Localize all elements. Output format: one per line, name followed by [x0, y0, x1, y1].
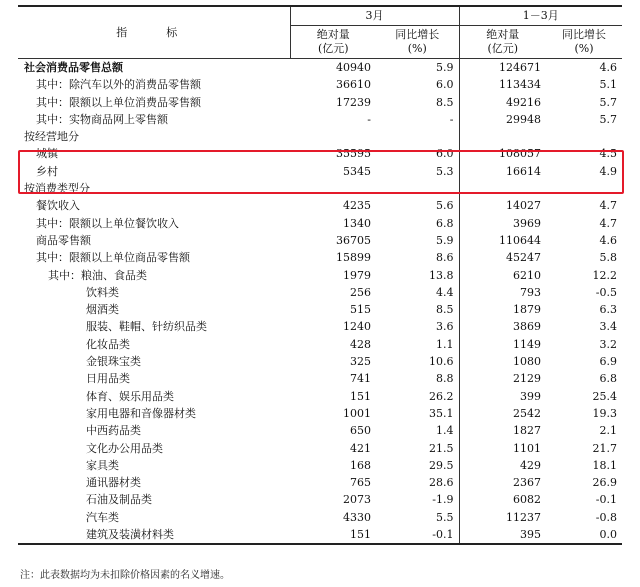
q1-group-header: 1－3月	[459, 6, 622, 26]
q1-absolute-cell	[459, 180, 546, 197]
row-label: 其中：粮油、食品类	[48, 268, 147, 282]
march-absolute-cell: 40940	[336, 61, 371, 74]
q1-growth-cell: 2.1	[599, 424, 617, 438]
march-absolute-cell: 1979	[343, 268, 371, 282]
row-label: 其中：限额以上单位餐饮收入	[36, 216, 179, 230]
q1-growth-cell: 6.3	[599, 303, 617, 317]
table-header	[18, 6, 622, 59]
march-absolute-cell: 168	[350, 458, 371, 472]
q1-absolute-cell: 429	[459, 457, 546, 474]
table-row	[18, 145, 622, 162]
q1-growth-cell: 4.6	[599, 233, 617, 247]
q1-absolute-cell: 2129	[459, 370, 546, 387]
row-label: 其中：限额以上单位消费品零售额	[36, 95, 201, 109]
march-growth-cell: 5.9	[436, 233, 454, 247]
table-row	[18, 76, 622, 93]
table-row	[18, 94, 622, 111]
march-growth-cell: 28.6	[429, 476, 454, 490]
q1-growth-cell: 5.7	[599, 95, 617, 109]
table-row	[18, 422, 622, 439]
table-body	[18, 59, 622, 545]
row-label: 烟酒类	[86, 303, 119, 317]
march-absolute-cell: 765	[350, 476, 371, 490]
table-row	[18, 59, 622, 77]
table-row	[18, 301, 622, 318]
row-label: 城镇	[36, 147, 58, 161]
march-absolute-cell: 325	[350, 355, 371, 369]
row-label: 体育、娱乐用品类	[86, 389, 174, 403]
table-row	[18, 318, 622, 335]
q1-absolute-cell: 3869	[459, 318, 546, 335]
q1-absolute-cell: 49216	[459, 94, 546, 111]
retail-sales-table-container	[18, 5, 622, 545]
row-label: 化妆品类	[86, 337, 130, 351]
q1-absolute-cell: 2542	[459, 405, 546, 422]
march-absolute-cell: 1240	[343, 320, 371, 334]
march-growth-cell: 8.8	[436, 372, 454, 386]
q1-growth-header: 同比增长 (%)	[546, 26, 622, 59]
march-growth-cell: 1.1	[436, 337, 454, 351]
march-absolute-cell: 4330	[343, 510, 371, 524]
row-label: 日用品类	[86, 372, 130, 386]
q1-absolute-cell: 108057	[459, 145, 546, 162]
march-absolute-cell: 2073	[343, 493, 371, 507]
row-label: 金银珠宝类	[86, 355, 141, 369]
q1-absolute-cell: 2367	[459, 474, 546, 491]
march-absolute-cell: 741	[350, 372, 371, 386]
march-growth-cell: 8.5	[436, 95, 454, 109]
march-growth-cell	[376, 180, 459, 197]
march-absolute-cell: 151	[350, 389, 371, 403]
march-growth-cell: 1.4	[436, 424, 454, 438]
table-row	[18, 474, 622, 491]
q1-growth-cell: 4.7	[599, 199, 617, 213]
q1-absolute-cell: 395	[459, 526, 546, 544]
q1-absolute-header: 绝对量 (亿元)	[459, 26, 546, 59]
march-growth-cell: 5.3	[436, 164, 454, 178]
table-row	[18, 163, 622, 180]
q1-growth-cell: 12.2	[592, 268, 617, 282]
q1-growth-cell: 5.8	[599, 251, 617, 265]
march-absolute-cell: 421	[350, 441, 371, 455]
q1-absolute-cell: 16614	[459, 163, 546, 180]
march-growth-cell: 26.2	[429, 389, 454, 403]
table-row	[18, 232, 622, 249]
q1-absolute-cell: 6082	[459, 491, 546, 508]
q1-growth-cell: 25.4	[592, 389, 617, 403]
march-absolute-cell: 1001	[343, 406, 371, 420]
q1-growth-cell: 5.1	[599, 78, 617, 92]
q1-growth-cell: 4.7	[599, 216, 617, 230]
q1-growth-cell: 19.3	[592, 406, 617, 420]
q1-growth-cell: 18.1	[592, 458, 617, 472]
q1-absolute-cell: 3969	[459, 215, 546, 232]
row-label: 按消费类型分	[24, 182, 90, 196]
row-label: 中西药品类	[86, 424, 141, 438]
march-growth-header: 同比增长 (%)	[376, 26, 459, 59]
row-label: 家具类	[86, 458, 119, 472]
march-absolute-cell: 5345	[343, 164, 371, 178]
march-absolute-cell: 36705	[336, 233, 371, 247]
march-group-header: 3月	[290, 6, 459, 26]
table-row	[18, 267, 622, 284]
row-label: 建筑及装潢材料类	[18, 526, 290, 544]
row-label: 按经营地分	[24, 130, 79, 144]
table-row	[18, 526, 622, 544]
row-label: 其中：限额以上单位商品零售额	[36, 251, 190, 265]
march-growth-cell: 3.6	[436, 320, 454, 334]
march-growth-cell: 8.6	[436, 251, 454, 265]
march-growth-cell	[376, 128, 459, 145]
q1-absolute-cell: 124671	[459, 59, 546, 77]
table-row	[18, 128, 622, 145]
march-absolute-cell: 1340	[343, 216, 371, 230]
table-row	[18, 215, 622, 232]
q1-absolute-cell: 14027	[459, 197, 546, 214]
q1-growth-cell: 3.2	[599, 337, 617, 351]
q1-absolute-cell: 1080	[459, 353, 546, 370]
march-absolute-cell: 428	[350, 337, 371, 351]
table-row	[18, 370, 622, 387]
march-absolute-cell: 15899	[336, 251, 371, 265]
march-absolute-header: 绝对量 (亿元)	[290, 26, 376, 59]
table-row	[18, 336, 622, 353]
march-absolute-cell: 151	[290, 526, 376, 544]
q1-growth-cell: 6.8	[599, 372, 617, 386]
march-growth-cell: 21.5	[429, 441, 454, 455]
q1-growth-cell: 4.9	[599, 164, 617, 178]
q1-growth-cell: 3.4	[599, 320, 617, 334]
q1-absolute-cell: 110644	[459, 232, 546, 249]
march-absolute-cell: 35595	[336, 147, 371, 161]
q1-growth-cell	[546, 180, 622, 197]
q1-absolute-cell: 29948	[459, 111, 546, 128]
table-row	[18, 509, 622, 526]
q1-growth-cell: 5.7	[599, 112, 617, 126]
march-absolute-cell	[290, 128, 376, 145]
row-label: 其中：除汽车以外的消费品零售额	[36, 78, 201, 92]
march-growth-cell: 8.5	[436, 303, 454, 317]
table-row	[18, 249, 622, 266]
row-label: 文化办公用品类	[86, 441, 163, 455]
march-growth-cell: -0.1	[376, 526, 459, 544]
q1-growth-cell: 4.5	[599, 147, 617, 161]
q1-growth-cell: 21.7	[592, 441, 617, 455]
table-row	[18, 180, 622, 197]
indicator-header: 指 标	[18, 6, 290, 59]
march-absolute-cell: 650	[350, 424, 371, 438]
q1-absolute-cell: 1879	[459, 301, 546, 318]
table-row	[18, 197, 622, 214]
row-label: 餐饮收入	[36, 199, 80, 213]
q1-absolute-cell: 113434	[459, 76, 546, 93]
march-growth-cell: 29.5	[429, 458, 454, 472]
march-absolute-cell: 36610	[336, 78, 371, 92]
q1-absolute-cell: 45247	[459, 249, 546, 266]
row-label: 商品零售额	[36, 233, 91, 247]
table-row	[18, 388, 622, 405]
table-row	[18, 284, 622, 301]
march-absolute-cell: -	[367, 112, 371, 126]
march-growth-cell: 13.8	[429, 268, 454, 282]
march-growth-cell: 6.0	[436, 147, 454, 161]
q1-growth-cell: 0.0	[546, 526, 622, 544]
march-absolute-cell	[290, 180, 376, 197]
row-label: 服装、鞋帽、针纺织品类	[86, 320, 207, 334]
q1-growth-cell: 4.6	[599, 61, 617, 74]
march-absolute-cell: 256	[350, 285, 371, 299]
march-growth-cell: 35.1	[429, 406, 454, 420]
q1-growth-cell: -0.5	[595, 285, 617, 299]
q1-growth-cell: -0.1	[595, 493, 617, 507]
row-label: 饮料类	[86, 285, 119, 299]
q1-absolute-cell: 11237	[459, 509, 546, 526]
march-growth-cell: 10.6	[429, 355, 454, 369]
march-growth-cell: 5.9	[436, 61, 454, 74]
row-label: 家用电器和音像器材类	[86, 406, 196, 420]
q1-absolute-cell: 399	[459, 388, 546, 405]
march-growth-cell: -	[449, 112, 454, 126]
q1-absolute-cell: 793	[459, 284, 546, 301]
q1-growth-cell: 6.9	[599, 355, 617, 369]
march-absolute-cell: 4235	[343, 199, 371, 213]
march-growth-cell: 4.4	[436, 285, 454, 299]
row-label: 石油及制品类	[86, 493, 152, 507]
march-growth-cell: 5.6	[436, 199, 454, 213]
q1-growth-cell: 26.9	[592, 476, 617, 490]
march-growth-cell: -1.9	[432, 493, 454, 507]
row-label: 汽车类	[86, 510, 119, 524]
march-absolute-cell: 17239	[336, 95, 371, 109]
q1-growth-cell: -0.8	[595, 510, 617, 524]
march-absolute-cell: 515	[350, 303, 371, 317]
table-row	[18, 457, 622, 474]
march-growth-cell: 6.8	[436, 216, 454, 230]
table-row	[18, 491, 622, 508]
table-row	[18, 440, 622, 457]
retail-sales-table	[18, 5, 622, 545]
row-label: 社会消费品零售总额	[24, 61, 123, 74]
row-label: 乡村	[36, 164, 58, 178]
q1-absolute-cell	[459, 128, 546, 145]
table-row	[18, 353, 622, 370]
q1-absolute-cell: 1827	[459, 422, 546, 439]
row-label: 通讯器材类	[86, 476, 141, 490]
table-row	[18, 111, 622, 128]
row-label: 其中：实物商品网上零售额	[36, 112, 168, 126]
march-growth-cell: 6.0	[436, 78, 454, 92]
q1-absolute-cell: 1101	[459, 440, 546, 457]
table-row	[18, 405, 622, 422]
q1-absolute-cell: 6210	[459, 267, 546, 284]
footnote: 注：此表数据均为未扣除价格因素的名义增速。	[20, 570, 230, 581]
q1-absolute-cell: 1149	[459, 336, 546, 353]
q1-growth-cell	[546, 128, 622, 145]
march-growth-cell: 5.5	[436, 510, 454, 524]
